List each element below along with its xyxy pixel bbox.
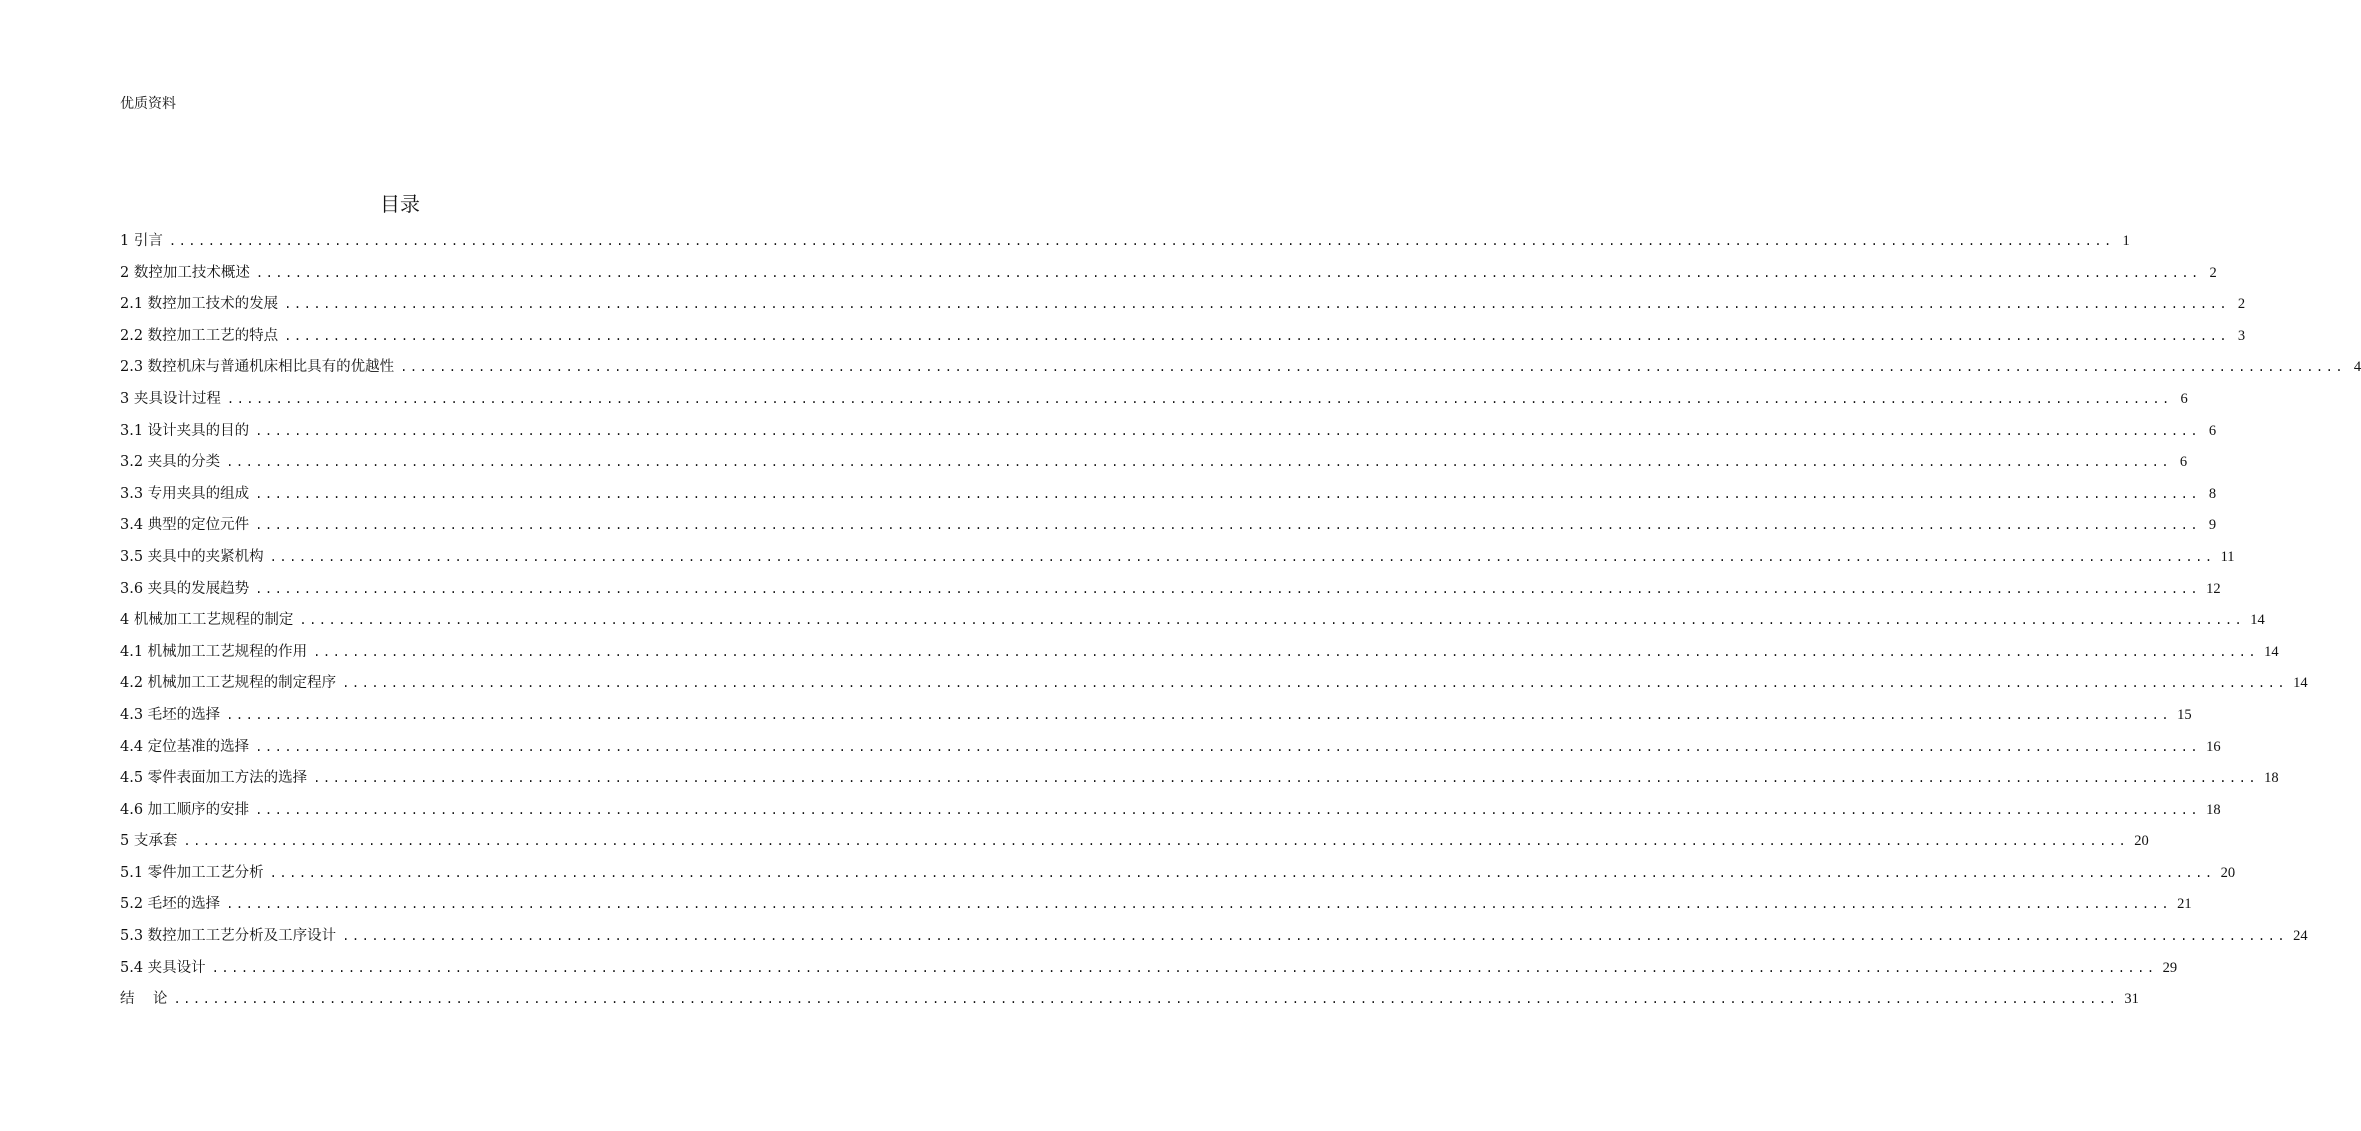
toc-entry-page: 3	[2237, 327, 2246, 344]
toc-entry-page: 29	[2162, 959, 2178, 976]
toc-entry-label: 5.4 夹具设计	[120, 959, 206, 976]
toc-entry-page: 6	[2208, 422, 2217, 439]
toc-entry[interactable]	[120, 858, 2236, 890]
toc-leader-dots: ........................................................................................................................................................................................................	[211, 960, 2157, 975]
toc-entry-label: 2 数控加工技术概述	[120, 264, 250, 281]
toc-entry-label: 3.3 专用夹具的组成	[120, 485, 250, 502]
toc-entry-label: 3.5 夹具中的夹紧机构	[120, 548, 264, 565]
toc-entry-page: 6	[2180, 390, 2188, 407]
toc-entry[interactable]	[120, 352, 2361, 384]
toc-entry-label: 3.1 设计夹具的目的	[120, 422, 250, 439]
toc-entry-page: 9	[2208, 517, 2217, 534]
toc-entry[interactable]	[120, 289, 2246, 321]
toc-entry-page: 18	[2206, 801, 2221, 818]
toc-leader-dots: ........................................................................................................................................................................................................	[313, 771, 2259, 786]
toc-entry[interactable]	[120, 668, 2308, 700]
toc-entry-page: 15	[2177, 706, 2192, 723]
toc-entry[interactable]	[120, 700, 2192, 732]
toc-entry[interactable]	[120, 732, 2221, 764]
toc-leader-dots: ........................................................................................................................................................................................................	[226, 707, 2172, 722]
toc-leader-dots: ........................................................................................................................................................................................................	[255, 739, 2201, 754]
toc-leader-dots: ........................................................................................................................................................................................................	[255, 518, 2201, 533]
toc-entry[interactable]	[120, 542, 2235, 574]
toc-leader-dots: ........................................................................................................................................................................................................	[284, 328, 2230, 343]
toc-entry[interactable]	[120, 321, 2246, 353]
toc-entry-label: 1 引言	[120, 233, 163, 249]
toc-entry[interactable]	[120, 510, 2217, 542]
toc-entry[interactable]	[120, 226, 2130, 258]
toc-entry[interactable]	[120, 447, 2188, 479]
toc-entry-page: 21	[2177, 896, 2192, 913]
toc-leader-dots: ........................................................................................................................................................................................................	[255, 423, 2201, 438]
toc-leader-dots: ........................................................................................................................................................................................................	[183, 834, 2129, 849]
toc-entry[interactable]	[120, 953, 2178, 985]
toc-entry-label: 4.5 零件表面加工方法的选择	[120, 770, 308, 787]
toc-entry-page: 24	[2293, 928, 2308, 945]
toc-entry[interactable]	[120, 795, 2221, 827]
toc-entry[interactable]	[120, 889, 2192, 921]
toc-entry-label: 2.2 数控加工工艺的特点	[120, 327, 279, 344]
toc-entry-label: 4.3 毛坯的选择	[120, 706, 221, 723]
toc-entry-page: 8	[2208, 485, 2217, 502]
toc-leader-dots: ........................................................................................................................................................................................................	[255, 802, 2201, 817]
toc-entry-page: 4	[2353, 359, 2361, 376]
table-of-contents	[120, 226, 2361, 1016]
toc-entry-page: 14	[2293, 675, 2308, 692]
toc-leader-dots: ........................................................................................................................................................................................................	[284, 297, 2230, 312]
toc-entry[interactable]	[120, 605, 2265, 637]
toc-leader-dots: ........................................................................................................................................................................................................	[226, 897, 2172, 912]
toc-entry-label: 3 夹具设计过程	[120, 390, 221, 407]
toc-entry-page: 1	[2122, 233, 2130, 249]
toc-leader-dots: ........................................................................................................................................................................................................	[226, 391, 2172, 406]
toc-leader-dots: ........................................................................................................................................................................................................	[400, 360, 2346, 375]
toc-entry-page: 11	[2220, 548, 2235, 565]
toc-entry[interactable]	[120, 763, 2279, 795]
toc-entry-label: 3.2 夹具的分类	[120, 454, 221, 471]
toc-entry-page: 2	[2237, 296, 2246, 313]
toc-entry-label: 5.2 毛坯的选择	[120, 896, 221, 913]
toc-entry-label: 2.1 数控加工技术的发展	[120, 296, 279, 313]
toc-entry-page: 16	[2206, 738, 2221, 755]
toc-entry-label: 5.3 数控加工工艺分析及工序设计	[120, 928, 337, 945]
toc-leader-dots: ........................................................................................................................................................................................................	[342, 676, 2288, 691]
toc-entry-page: 20	[2220, 864, 2236, 881]
toc-entry[interactable]	[120, 258, 2217, 290]
toc-entry-label: 4.1 机械加工工艺规程的作用	[120, 643, 308, 660]
toc-entry[interactable]	[120, 384, 2188, 416]
toc-leader-dots: ........................................................................................................................................................................................................	[226, 455, 2172, 470]
toc-entry-page: 14	[2264, 643, 2279, 660]
toc-entry[interactable]	[120, 574, 2221, 606]
toc-leader-dots: ........................................................................................................................................................................................................	[255, 486, 2201, 501]
toc-leader-dots: ........................................................................................................................................................................................................	[255, 581, 2201, 596]
toc-leader-dots: ........................................................................................................................................................................................................	[342, 929, 2288, 944]
toc-entry-label: 4.4 定位基准的选择	[120, 738, 250, 755]
toc-entry-label: 5.1 零件加工工艺分析	[120, 864, 264, 881]
toc-entry[interactable]	[120, 416, 2217, 448]
toc-entry-label: 结 论	[120, 991, 168, 1008]
toc-entry-page: 31	[2124, 991, 2139, 1008]
toc-entry-label: 3.4 典型的定位元件	[120, 517, 250, 534]
toc-leader-dots: ........................................................................................................................................................................................................	[269, 865, 2215, 880]
toc-entry-label: 5 支承套	[120, 833, 178, 850]
toc-entry-label: 4.2 机械加工工艺规程的制定程序	[120, 675, 337, 692]
toc-entry-label: 4.6 加工顺序的安排	[120, 801, 250, 818]
toc-entry-label: 4 机械加工工艺规程的制定	[120, 612, 294, 629]
toc-entry-page: 12	[2206, 580, 2221, 597]
toc-entry[interactable]	[120, 984, 2139, 1016]
toc-entry[interactable]	[120, 826, 2149, 858]
toc-entry-page: 2	[2209, 264, 2217, 281]
toc-entry-label: 3.6 夹具的发展趋势	[120, 580, 250, 597]
toc-entry-page: 20	[2134, 833, 2149, 850]
toc-entry-label: 2.3 数控机床与普通机床相比具有的优越性	[120, 359, 395, 376]
toc-leader-dots: ........................................................................................................................................................................................................	[269, 549, 2215, 564]
toc-entry-page: 6	[2179, 454, 2188, 471]
page-header: 优质资料	[120, 96, 176, 112]
toc-entry[interactable]	[120, 637, 2279, 669]
toc-title: 目录	[380, 192, 420, 216]
toc-entry[interactable]	[120, 479, 2217, 511]
toc-entry-page: 18	[2264, 770, 2279, 787]
toc-entry-page: 14	[2250, 612, 2265, 629]
toc-leader-dots: ........................................................................................................................................................................................................	[255, 265, 2201, 280]
toc-leader-dots: ........................................................................................................................................................................................................	[299, 613, 2245, 628]
toc-leader-dots: ........................................................................................................................................................................................................	[313, 644, 2259, 659]
toc-entry[interactable]	[120, 921, 2308, 953]
toc-leader-dots: ........................................................................................................................................................................................................	[173, 992, 2119, 1007]
toc-leader-dots: ........................................................................................................................................................................................................	[168, 234, 2114, 248]
